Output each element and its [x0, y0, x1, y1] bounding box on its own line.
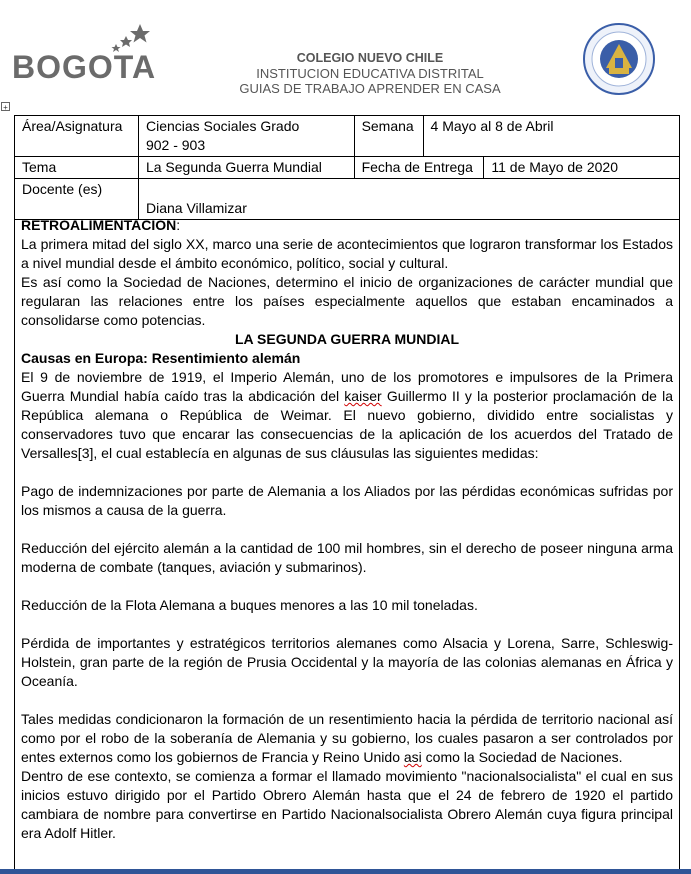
measure-3: Reducción de la Flota Alemana a buques menores a las 10 mil toneladas.	[21, 597, 478, 613]
main-title: LA SEGUNDA GUERRA MUNDIAL	[235, 331, 459, 347]
feedback-heading-line	[21, 216, 673, 235]
week-label: Semana	[354, 116, 423, 157]
school-crest	[582, 22, 656, 96]
teacher-name: Diana Villamizar	[145, 200, 247, 216]
topic-label: Tema	[15, 157, 139, 179]
section-heading: Causas en Europa: Resentimiento alemán	[21, 350, 301, 366]
area-value	[138, 116, 354, 157]
school-name: COLEGIO NUEVO CHILE	[296, 51, 444, 65]
misspelled-word: kaiser	[344, 388, 382, 404]
table-move-handle[interactable]: +	[1, 102, 10, 111]
week-value: 4 Mayo al 8 de Abril	[423, 116, 679, 157]
conclusion-text-b: como la Sociedad de Naciones.	[421, 749, 623, 765]
svg-text:BOGOTA: BOGOTA	[12, 49, 157, 85]
feedback-heading: RETROALIMENTACION	[21, 217, 177, 233]
school-header	[190, 50, 550, 96]
intro-text-a: El 9 de noviembre de 1919, el Imperio Alemán, uno de los promotores e impulsores de la Primera Guerra Mundial había caído tras la abdicación del	[21, 369, 673, 404]
movement-paragraph: Dentro de ese contexto, se comienza a formar el llamado movimiento "nacionalsocialista" el cual en sus inicios estuvo dirigido por el Partido Obrero Alemán hasta que el 24 de febrero de 1920 el partido cambiara de nombre para convertirse en Partido Nacionalsocialista Obrero Alemán cuya figura principal era Adolf Hitler.	[21, 768, 673, 841]
area-value-subject: Ciencias Sociales Grado	[145, 118, 300, 134]
measure-4: Pérdida de importantes y estratégicos territorios alemanes como Alsacia y Lorena, Sarre, Schleswig-Holstein, gran parte de la región de Prusia Occidental y la mayoría de las colonias alemanas en África y Oceanía.	[21, 635, 673, 689]
conclusion-paragraph	[21, 710, 673, 767]
intro-paragraph	[21, 368, 673, 463]
table-row	[15, 116, 680, 157]
institution-name: INSTITUCION EDUCATIVA DISTRITAL	[256, 66, 484, 81]
delivery-value: 11 de Mayo de 2020	[484, 157, 680, 179]
guide-content	[14, 214, 680, 874]
bogota-logo	[12, 20, 162, 88]
page-bottom-bar	[0, 869, 691, 874]
area-label: Área/Asignatura	[15, 116, 139, 157]
conclusion-text-a: Tales medidas condicionaron la formación de un resentimiento hacia la pérdida de territorio nacional así como por el robo de la soberanía de Alemania y su gobierno, los cuales pasaron a ser controlados por entes externos como los gobiernos de Francia y Reino Unido	[21, 711, 673, 765]
measure-1: Pago de indemnizaciones por parte de Alemania a los Aliados por las pérdidas económicas sufridas por los mismos a causa de la guerra.	[21, 483, 673, 518]
program-name: GUIAS DE TRABAJO APRENDER EN CASA	[239, 81, 501, 96]
feedback-paragraph-2: Es así como la Sociedad de Naciones, determino el inicio de organizaciones de carácter mundial que regularan las relaciones entre los países especialmente aquellos que estaban encaminados a consolidarse como potencias.	[21, 274, 673, 328]
area-value-grades: 902 - 903	[145, 137, 206, 153]
misspelled-word: asi	[403, 749, 422, 765]
intro-text-b: Guillermo II y la posterior proclamación de la República alemana o República de Weimar. El nuevo gobierno, dividido entre socialistas y conservadores tuvo que encarar las consecuencias de la aplicación de los acuerdos del Tratado de Versalles[3], el cual establecía en algunas de sus cláusulas las siguientes medidas:	[21, 388, 673, 461]
guide-info-table	[14, 115, 680, 220]
topic-value: La Segunda Guerra Mundial	[138, 157, 354, 179]
teacher-label: Docente (es)	[15, 179, 139, 220]
table-row	[15, 157, 680, 179]
delivery-label: Fecha de Entrega	[354, 157, 484, 179]
measure-2: Reducción del ejército alemán a la cantidad de 100 mil hombres, sin el derecho de poseer ninguna arma moderna de combate (tanques, aviación y submarinos).	[21, 540, 673, 575]
feedback-colon: :	[176, 217, 181, 233]
feedback-paragraph-1: La primera mitad del siglo XX, marco una serie de acontecimientos que lograron transformar los Estados a nivel mundial desde el ámbito económico, político, social y cultural.	[21, 236, 673, 271]
